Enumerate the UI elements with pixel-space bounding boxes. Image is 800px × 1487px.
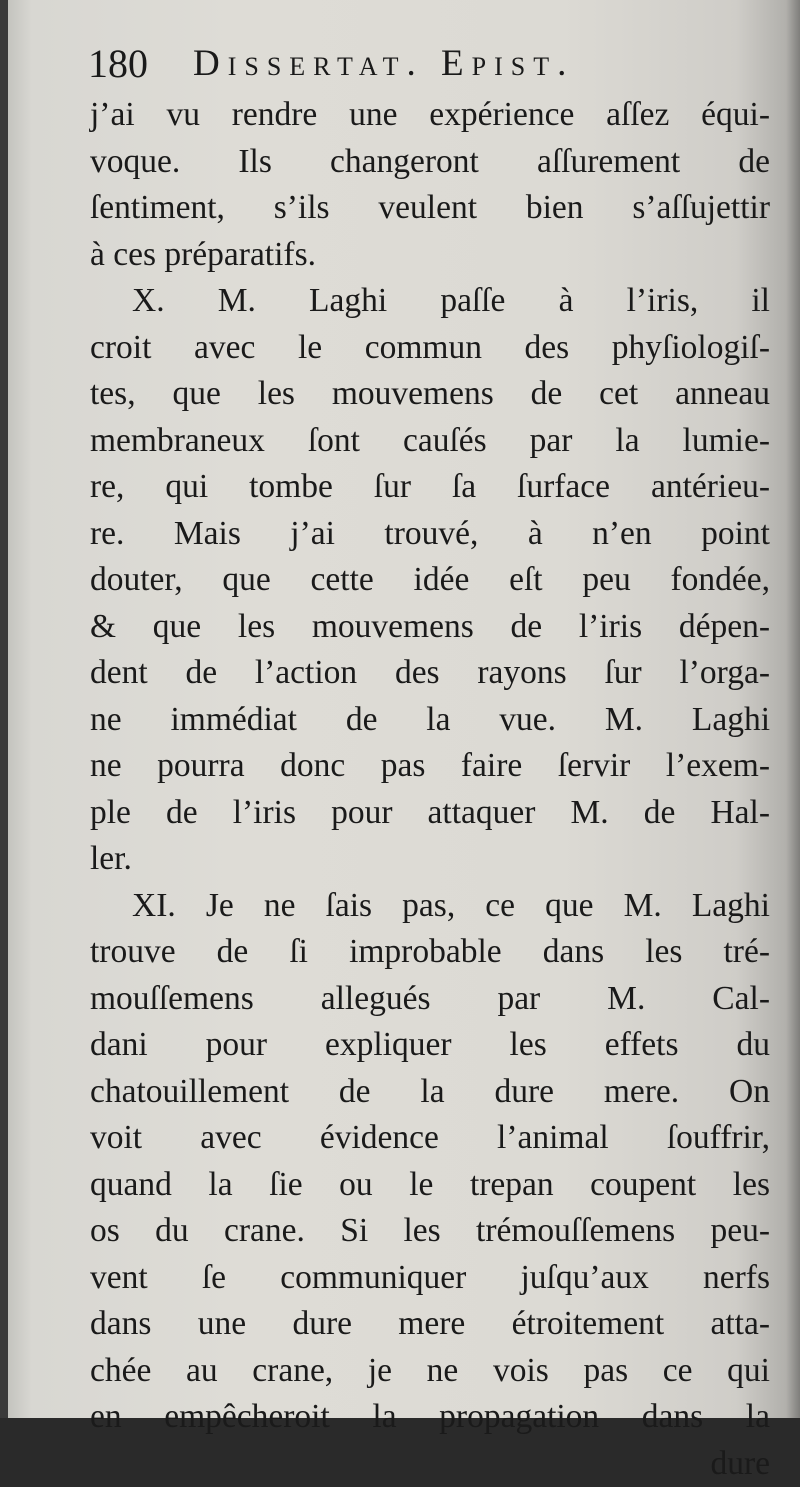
text-line: ler.	[90, 836, 770, 883]
text-line: & que les mouvemens de l’iris dépen-	[90, 604, 770, 651]
text-line: chatouillement de la dure mere. On	[90, 1069, 770, 1116]
text-line: ple de l’iris pour attaquer M. de Hal-	[90, 790, 770, 837]
text-line: chée au crane, je ne vois pas ce qui	[90, 1348, 770, 1395]
text-line: douter, que cette idée eſt peu fondée,	[90, 557, 770, 604]
catchword: dure	[90, 1441, 770, 1487]
text-line: ne immédiat de la vue. M. Laghi	[90, 697, 770, 744]
text-line: quand la ſie ou le trepan coupent les	[90, 1162, 770, 1209]
text-line: os du crane. Si les trémouſſemens peu-	[90, 1208, 770, 1255]
text-line: voque. Ils changeront aſſurement de	[90, 139, 770, 186]
text-line: trouve de ſi improbable dans les tré-	[90, 929, 770, 976]
text-line: ne pourra donc pas faire ſervir l’exem-	[90, 743, 770, 790]
text-line: vent ſe communiquer juſqu’aux nerfs	[90, 1255, 770, 1302]
text-line: re, qui tombe ſur ſa ſurface antérieu-	[90, 464, 770, 511]
paragraph-xi-start: XI. Je ne ſais pas, ce que M. Laghi	[90, 883, 770, 930]
text-line: dans une dure mere étroitement atta-	[90, 1301, 770, 1348]
text-line: re. Mais j’ai trouvé, à n’en point	[90, 511, 770, 558]
text-line: dent de l’action des rayons ſur l’orga-	[90, 650, 770, 697]
text-line: à ces préparatifs.	[90, 232, 770, 279]
text-line: en empêcheroit la propagation dans la	[90, 1394, 770, 1441]
running-title: Dissertat. Epist.	[193, 40, 574, 88]
paragraph-x-start: X. M. Laghi paſſe à l’iris, il	[90, 278, 770, 325]
text-body	[90, 92, 770, 1487]
text-line: dani pour expliquer les effets du	[90, 1022, 770, 1069]
page-header	[88, 36, 648, 92]
text-line: mouſſemens allegués par M. Cal-	[90, 976, 770, 1023]
text-line: membraneux ſont cauſés par la lumie-	[90, 418, 770, 465]
text-line: j’ai vu rendre une expérience aſſez équi-	[90, 92, 770, 139]
text-line: ſentiment, s’ils veulent bien s’aſſujettir	[90, 185, 770, 232]
page-number: 180	[88, 40, 148, 88]
text-line: voit avec évidence l’animal ſouffrir,	[90, 1115, 770, 1162]
text-line: croit avec le commun des phyſiologiſ-	[90, 325, 770, 372]
text-line: tes, que les mouvemens de cet anneau	[90, 371, 770, 418]
